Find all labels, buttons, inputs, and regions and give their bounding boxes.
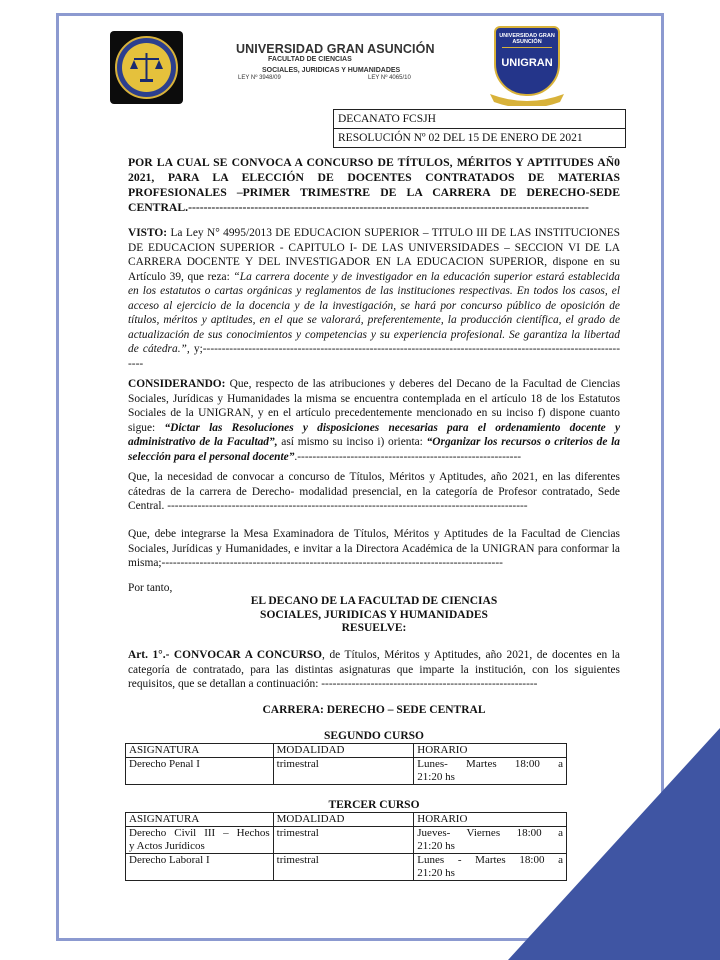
table-row: Derecho Laboral I trimestral Lunes - Martes 18:00 a 21:20 hs [126, 854, 567, 881]
law-left: LEY Nº 3948/09 [238, 75, 281, 81]
table-row: Derecho Civil III – Hechos y Actos Jurídicos trimestral Jueves- Viernes 18:00 a 21:20 hs [126, 827, 567, 854]
crest-unigran-text: UNIGRAN [501, 57, 553, 69]
scales-of-justice-icon [128, 49, 165, 86]
considerando-quote2: “Organizar los recursos o criterios de la selección para el personal docente” [128, 436, 620, 463]
law-right: LEY Nº 4065/10 [368, 75, 411, 81]
visto-paragraph: VISTO: La Ley N° 4995/2013 DE EDUCACION SUPERIOR – TITULO III DE LAS INSTITUCIONES DE EDUCACION SUPERIOR - CAPITULO I- DE LAS UNIVERSIDADES – SECCION VI DE LA CARRERA DOCENTE Y DEL INVESTIGADOR EN LA EDUCACION SUPERIOR, dispone en su Artículo 39, que reza: “La carrera docente y de investigador en la educación superior estará establecida en los estatutos o cartas orgánicas y reglamentos de las instituciones respectivas. En todos los casos, el acceso al ejercicio de la docencia y de la investigación, se hará por concurso público de oposición de títulos, méritos y aptitudes, en el que se valorará, preferentemente, la producción científica, el grado de actualización de sus conocimientos y competencias y su experiencia profesional. Se garantiza la libertad de cátedra.”, y;------------------------------------------------------------------------------------------------------------------ [128, 227, 620, 370]
considerando-paragraph: CONSIDERANDO: Que, respecto de las atribuciones y deberes del Decano de la Facultad de Ciencias Sociales, Jurídicas y Humanidades la misma se encuentra contemplada en el artículo 18 de los Estatutos Sociales de la UNIGRAN, y en el artículo precedentemente mencionado en su inciso f) dispone cuanto sigue: “Dictar las Resoluciones y disposiciones necesarias para el ordenamiento docente y administrativo de la Facultad”, así mismo su inciso i) orienta: “Organizar los recursos o criterios de la selección para el personal docente”.----------------------------------------------------------- [128, 378, 620, 463]
carrera-heading: CARRERA: DERECHO – SEDE CENTRAL [262, 704, 486, 716]
article-1: Art. 1°.- CONVOCAR A CONCURSO, de Títulos, Méritos y Aptitudes, año 2021, de docentes en la categoría de contratado, para las distintas asignaturas que imparte la institución, con los siguientes requisitos, que se detallan a continuación: --------------------------------------------------------- [128, 649, 620, 690]
article-1-label: Art. 1°.- CONVOCAR A CONCURSO [128, 649, 323, 661]
segundo-curso-heading: SEGUNDO CURSO [323, 730, 424, 742]
table-row: Derecho Penal I trimestral Lunes- Martes 18:00 a 21:20 hs [126, 758, 567, 785]
crest-university-text: UNIVERSIDAD GRAN ASUNCIÓN [499, 33, 555, 45]
resolution-box [333, 109, 626, 148]
paragraph-mesa: Que, debe integrarse la Mesa Examinadora de Títulos, Méritos y Aptitudes de la Facultad de Ciencias Sociales, Jurídicas y Humanidades, e invitar a la Directora Académica de la UNIGRAN para conformar la misma;------------------------------------------------------------------------------------------ [128, 528, 620, 569]
unigran-crest [488, 26, 566, 108]
tercer-curso-heading: TERCER CURSO [328, 799, 420, 811]
table-header-row: ASIGNATURA MODALIDAD HORARIO [126, 744, 567, 758]
crest-ribbon-icon [488, 88, 566, 106]
university-name: UNIVERSIDAD GRAN ASUNCIÓN [236, 42, 435, 56]
segundo-curso-table [125, 743, 567, 785]
faculty-line1: FACULTAD DE CIENCIAS [268, 56, 352, 63]
document-title: POR LA CUAL SE CONVOCA A CONCURSO DE TÍTULOS, MÉRITOS Y APTITUDES AÑ0 2021, PARA LA ELECCIÓN DE DOCENTES CONTRATADOS DE MATERIAS PROFESIONALES –PRIMER TRIMESTRE DE LA CARRERA DE DERECHO-SEDE CENTRAL.------------------------------------------------------------------------------------------------------- [128, 156, 620, 214]
resolution-office: DECANATO FCSJH [338, 113, 436, 125]
table-header-row: ASIGNATURA MODALIDAD HORARIO [126, 813, 567, 827]
resolution-number: RESOLUCIÓN Nº 02 DEL 15 DE ENERO DE 2021 [334, 128, 625, 147]
considerando-quote1: “Dictar las Resoluciones y disposiciones necesarias para el ordenamiento docente y administrativo de la Facultad”, [128, 421, 620, 448]
considerando-label: CONSIDERANDO: [128, 378, 226, 390]
decano-resuelve: EL DECANO DE LA FACULTAD DE CIENCIAS SOCIALES, JURIDICAS Y HUMANIDADES RESUELVE: [250, 595, 498, 634]
visto-quote: “La carrera docente y de investigador en la educación superior estará establecida en los estatutos o cartas orgánicas y reglamentos de las instituciones respectivas. En todos los casos, el acceso al ejercicio de la docencia y de la investigación, se hará por concurso público de oposición de títulos, méritos y aptitudes, en el que se valorará, preferentemente, la producción científica, el grado de actualización de sus conocimientos y competencias y su experiencia profesional. Se garantiza la libertad de cátedra.”, [128, 270, 620, 355]
faculty-logo [110, 31, 183, 104]
faculty-line2: SOCIALES, JURIDICAS Y HUMANIDADES [262, 67, 401, 74]
paragraph-necesidad: Que, la necesidad de convocar a concurso de Títulos, Méritos y Aptitudes, año 2021, en las diferentes cátedras de la carrera de Derecho- modalidad presencial, en la categoría de Profesor contratado, Sede Central. ----------------------------------------------------------------------------------------------- [128, 471, 620, 512]
por-tanto: Por tanto, [128, 582, 173, 594]
visto-label: VISTO: [128, 227, 168, 239]
tercer-curso-table [125, 812, 567, 881]
